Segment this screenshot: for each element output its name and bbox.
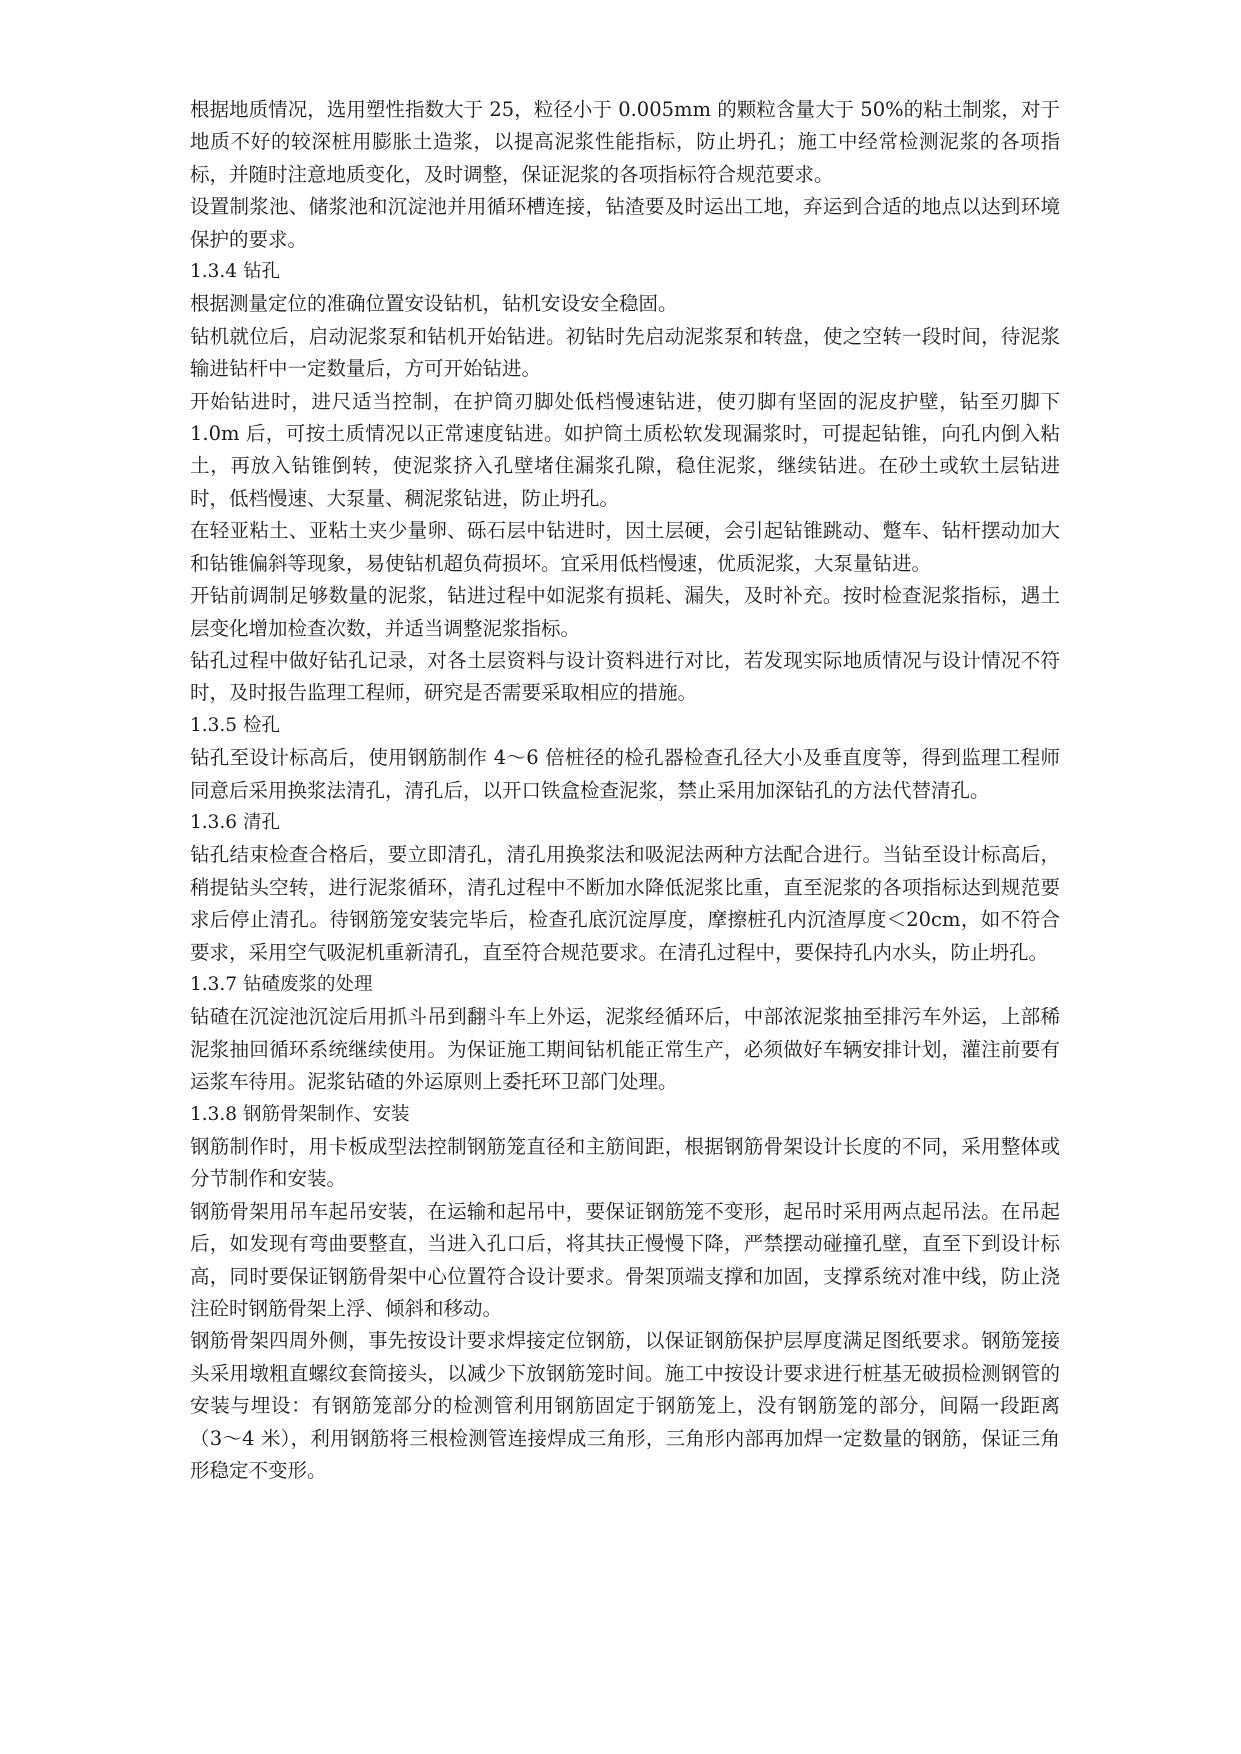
section-heading: 1.3.7 钻碴废浆的处理 (190, 973, 373, 995)
section-heading: 1.3.5 检孔 (190, 714, 280, 736)
paragraph: 在轻亚粘土、亚粘土夹少量卵、砾石层中钻进时，因土层硬，会引起钻锥跳动、蹩车、钻杆摆动加大和钻锥偏斜等现象，易使钻机超负荷损坏。宜采用低档慢速，优质泥浆，大泵量钻进。 (190, 519, 1060, 575)
paragraph: 钻机就位后，启动泥浆泵和钻机开始钻进。初钻时先启动泥浆泵和转盘，使之空转一段时间，待泥浆输进钻杆中一定数量后，方可开始钻进。 (190, 324, 1060, 381)
section-heading: 1.3.8 钢筋骨架制作、安装 (190, 1103, 410, 1125)
section-heading: 1.3.4 钻孔 (190, 261, 280, 283)
paragraph: 根据地质情况，选用塑性指数大于 25，粒径小于 0.005mm 的颗粒含量大于 50%的粘土制浆，对于地质不好的较深桩用膨胀土造浆，以提高泥浆性能指标，防止坍孔；施工中经常检测泥浆的各项指标，并随时注意地质变化，及时调整，保证泥浆的各项指标符合规范要求。 (190, 98, 1060, 186)
document-body (190, 94, 1060, 1487)
paragraph: 钢筋制作时，用卡板成型法控制钢筋笼直径和主筋间距，根据钢筋骨架设计长度的不同，采用整体或分节制作和安装。 (190, 1135, 1060, 1191)
paragraph: 钻孔过程中做好钻孔记录，对各土层资料与设计资料进行对比，若发现实际地质情况与设计情况不符时，及时报告监理工程师，研究是否需要采取相应的措施。 (190, 648, 1060, 705)
paragraph: 开钻前调制足够数量的泥浆，钻进过程中如泥浆有损耗、漏失，及时补充。按时检查泥浆指标，遇土层变化增加检查次数，并适当调整泥浆指标。 (190, 584, 1060, 640)
section-heading: 1.3.6 清孔 (190, 811, 280, 833)
paragraph: 开始钻进时，进尺适当控制，在护筒刃脚处低档慢速钻进，使刃脚有坚固的泥皮护壁，钻至刃脚下 1.0m 后，可按土质情况以正常速度钻进。如护筒土质松软发现漏浆时，可提起钻锥，向孔内倒入粘土，再放入钻锥倒转，使泥浆挤入孔壁堵住漏浆孔隙，稳住泥浆，继续钻进。在砂土或软土层钻进时，低档慢速、大泵量、稠泥浆钻进，防止坍孔。 (190, 389, 1060, 510)
paragraph: 钻孔结束检查合格后，要立即清孔，清孔用换浆法和吸泥法两种方法配合进行。当钻至设计标高后，稍提钻头空转，进行泥浆循环，清孔过程中不断加水降低泥浆比重，直至泥浆的各项指标达到规范要求后停止清孔。待钢筋笼安装完毕后，检查孔底沉淀厚度，摩擦桩孔内沉渣厚度＜20cm，如不符合要求，采用空气吸泥机重新清孔，直至符合规范要求。在清孔过程中，要保持孔内水头，防止坍孔。 (190, 843, 1060, 964)
paragraph: 钢筋骨架四周外侧，事先按设计要求焊接定位钢筋，以保证钢筋保护层厚度满足图纸要求。钢筋笼接头采用墩粗直螺纹套筒接头，以减少下放钢筋笼时间。施工中按设计要求进行桩基无破损检测钢管的安装与埋设：有钢筋笼部分的检测管利用钢筋固定于钢筋笼上，没有钢筋笼的部分，间隔一段距离（3～4 米），利用钢筋将三根检测管连接焊成三角形，三角形内部再加焊一定数量的钢筋，保证三角形稳定不变形。 (190, 1329, 1060, 1483)
paragraph: 钻孔至设计标高后，使用钢筋制作 4～6 倍桩径的检孔器检查孔径大小及垂直度等，得到监理工程师同意后采用换浆法清孔，清孔后，以开口铁盒检查泥浆，禁止采用加深钻孔的方法代替清孔。 (190, 746, 1060, 802)
paragraph: 设置制浆池、储浆池和沉淀池并用循环槽连接，钻渣要及时运出工地，弃运到合适的地点以达到环境保护的要求。 (190, 195, 1060, 251)
paragraph: 根据测量定位的准确位置安设钻机，钻机安设安全稳固。 (190, 292, 678, 316)
paragraph: 钢筋骨架用吊车起吊安装，在运输和起吊中，要保证钢筋笼不变形，起吊时采用两点起吊法。在吊起后，如发现有弯曲要整直，当进入孔口后，将其扶正慢慢下降，严禁摆动碰撞孔壁，直至下到设计标高，同时要保证钢筋骨架中心位置符合设计要求。骨架顶端支撑和加固，支撑系统对准中线，防止浇注砼时钢筋骨架上浮、倾斜和移动。 (190, 1199, 1060, 1321)
paragraph: 钻碴在沉淀池沉淀后用抓斗吊到翻斗车上外运，泥浆经循环后，中部浓泥浆抽至排污车外运，上部稀泥浆抽回循环系统继续使用。为保证施工期间钻机能正常生产，必须做好车辆安排计划，灌注前要有运浆车待用。泥浆钻碴的外运原则上委托环卫部门处理。 (190, 1005, 1060, 1094)
